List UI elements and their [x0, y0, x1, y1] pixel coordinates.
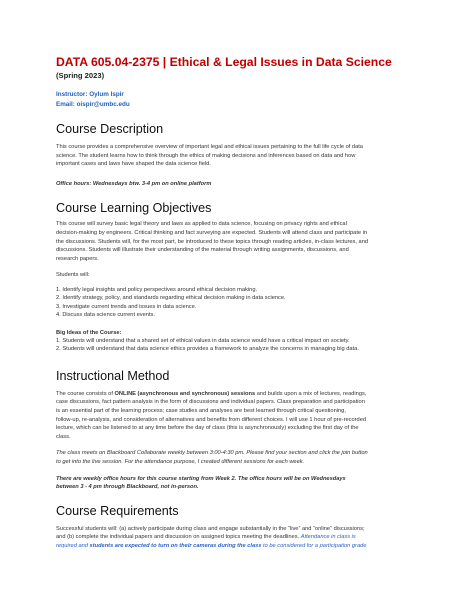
text-line: important cases and laws have shaped the data science field. [56, 161, 211, 168]
list-item: 1. Students will understand that a shared set of ethical values in data science would have a critical impact on society. [56, 337, 350, 344]
instructional-method-heading: Instructional Method [56, 368, 170, 383]
text-line: case discussions, fact pattern analysis in the form of discussions and individual papers. Class preparation and participation [56, 399, 365, 406]
text-line: Successful students will: (a) actively participate during class and engage substantially in the “live” and “online” discussions; [56, 525, 365, 532]
learning-objectives-section [56, 201, 424, 353]
text-line: to get into the live session. For the attendance purpose, I created different sessions for each week. [56, 458, 305, 465]
class-meeting-note [56, 449, 424, 466]
course-title: DATA 605.04-2375 | Ethical & Legal Issues in Data Science [56, 55, 392, 69]
instructor-name: Instructor: Oylum Ispir [56, 91, 124, 98]
text-line: class. [56, 433, 71, 440]
big-ideas-heading: Big Ideas of the Course: [56, 329, 122, 336]
course-term: (Spring 2023) [56, 71, 105, 80]
objectives-list [56, 286, 424, 320]
instructor-email[interactable]: Email: oispir@umbc.edu [56, 100, 130, 108]
list-item: 3. Investigate current trends and issues in data science. [56, 303, 197, 310]
course-description-heading: Course Description [56, 122, 164, 136]
cameras-emphasis: students are expected to turn on their cameras during the class [89, 542, 262, 549]
list-item: 4. Discuss data science current events. [56, 312, 155, 319]
big-ideas-block [56, 329, 424, 354]
instructional-method-section [56, 369, 424, 492]
text-run: and builds upon a mix of lectures, readings, [255, 390, 367, 397]
text-line: The class meets on Blackboard Collaborate weekly between 3:00-4:30 pm. Please find your section and click the join button [56, 450, 368, 457]
text-run: required and [56, 542, 90, 549]
course-requirements-heading: Course Requirements [56, 503, 179, 518]
text-line: lecture, which can be listened to at any time before the day of class (this is asynchronously) excluding the first day of the [56, 425, 359, 432]
course-description-section [56, 122, 424, 188]
online-sessions-emphasis: ONLINE (asynchronous and synchronous) sessions [114, 390, 256, 397]
text-line: decision-making by engineers. Critical thinking and fact surveying are expected. Students will attend class and participate in [56, 229, 368, 236]
course-requirements-section [56, 504, 424, 551]
text-line [56, 390, 424, 399]
text-run: The course consists of [56, 390, 115, 397]
list-item: 2. Students will understand that data science ethics provides a framework to analyze the concerns in managing big data. [56, 346, 359, 353]
syllabus-page [56, 54, 424, 551]
text-line: science. The student learns how to think through the ethics of making decisions and inferences based on data and how [56, 152, 356, 159]
text-line: the discussions. Students will, for the most part, be introduced to these topics through reading articles, in-class lectures, and [56, 238, 369, 245]
weekly-office-hours-note [56, 475, 424, 492]
text-run: and (b) complete the individual papers and discussion on assigned topics meeting the deadlines. [56, 534, 301, 541]
students-will-label: Students will: [56, 272, 90, 279]
text-line: is an essential part of the learning process; case studies and analyses are best learned through critical questioning, [56, 407, 346, 414]
learning-objectives-heading: Course Learning Objectives [56, 201, 212, 216]
instructional-method-text [56, 390, 424, 442]
text-line: There are weekly office hours for this course starting from Week 2. The office hours will be on Wednesdays [56, 475, 346, 482]
text-line: This course provides a comprehensive overview of important legal and ethical issues pertaining to the full life cycle of data [56, 144, 363, 150]
learning-objectives-text [56, 220, 424, 263]
text-line: research papers. [56, 255, 99, 262]
text-line: discussions. Students will illustrate their understanding of the material through writing assignments, discussions, and [56, 247, 349, 254]
course-description-text [56, 143, 424, 169]
text-line: follow-up, re-analysis, and consideration of alternatives and benefits from different choices. I will use 1 hour of pre-recorded [56, 416, 367, 423]
text-run: to be considered for a participation grade [261, 542, 367, 549]
list-item: 1. Identify legal insights and policy perspectives around ethical decision making. [56, 286, 258, 293]
attendance-emphasis: Attendance in class is [300, 534, 356, 541]
text-line [56, 542, 424, 551]
text-line: This course will survey basic legal theory and laws as applied to data science, focusing on privacy rights and ethical [56, 221, 347, 228]
list-item: 2. Identify strategy, policy, and standards regarding ethical decision making in data science. [56, 295, 286, 302]
office-hours-note: Office hours: Wednesdays btw. 3-4 pm on online platform [56, 180, 212, 187]
instructor-block [56, 90, 424, 109]
text-line [56, 533, 424, 542]
text-line: between 3 - 4 pm through Blackboard, not in-person. [56, 484, 199, 491]
course-requirements-text [56, 525, 424, 551]
